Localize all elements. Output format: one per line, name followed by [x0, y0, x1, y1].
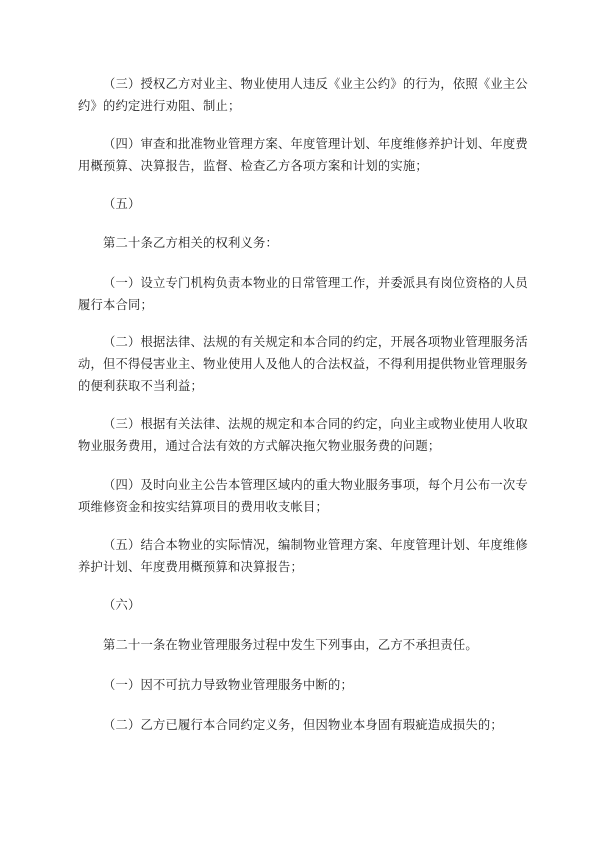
paragraph-20-3: （三）根据有关法律、法规的规定和本合同的约定，向业主或物业使用人收取物业服务费用，通过合法有效的方式解决拖欠物业服务费的问题；	[78, 417, 528, 453]
paragraph-21-2: （二）乙方已履行本合同约定义务，但因物业本身固有瑕疵造成损失的；	[103, 718, 503, 732]
article-21-heading: 第二十一条在物业管理服务过程中发生下列事由，乙方不承担责任。	[103, 638, 478, 652]
paragraph-20-1: （一）设立专门机构负责本物业的日常管理工作，并委派具有岗位资格的人员履行本合同；	[78, 276, 528, 312]
paragraph-4-review: （四）审查和批准物业管理方案、年度管理计划、年度维修养护计划、年度费用概预算、决算报告，监督、检查乙方各项方案和计划的实施；	[78, 137, 528, 173]
paragraph-20-5: （五）结合本物业的实际情况，编制物业管理方案、年度管理计划、年度维修养护计划、年度费用概预算和决算报告；	[78, 538, 528, 574]
paragraph-3-authorize: （三）授权乙方对业主、物业使用人违反《业主公约》的行为，依照《业主公约》的约定进行劝阻、制止；	[78, 77, 528, 113]
paragraph-20-6-empty: （六）	[103, 598, 141, 612]
article-20-heading: 第二十条乙方相关的权利义务：	[103, 236, 278, 250]
paragraph-5-empty: （五）	[103, 197, 141, 211]
paragraph-20-2: （二）根据法律、法规的有关规定和本合同的约定，开展各项物业管理服务活动，但不得侵害业主、物业使用人及他人的合法权益，不得利用提供物业管理服务的便利获取不当利益；	[78, 335, 528, 393]
paragraph-21-1: （一）因不可抗力导致物业管理服务中断的；	[103, 678, 353, 692]
paragraph-20-4: （四）及时向业主公告本管理区域内的重大物业服务事项，每个月公布一次专项维修资金和按实结算项目的费用收支帐目；	[78, 478, 528, 514]
